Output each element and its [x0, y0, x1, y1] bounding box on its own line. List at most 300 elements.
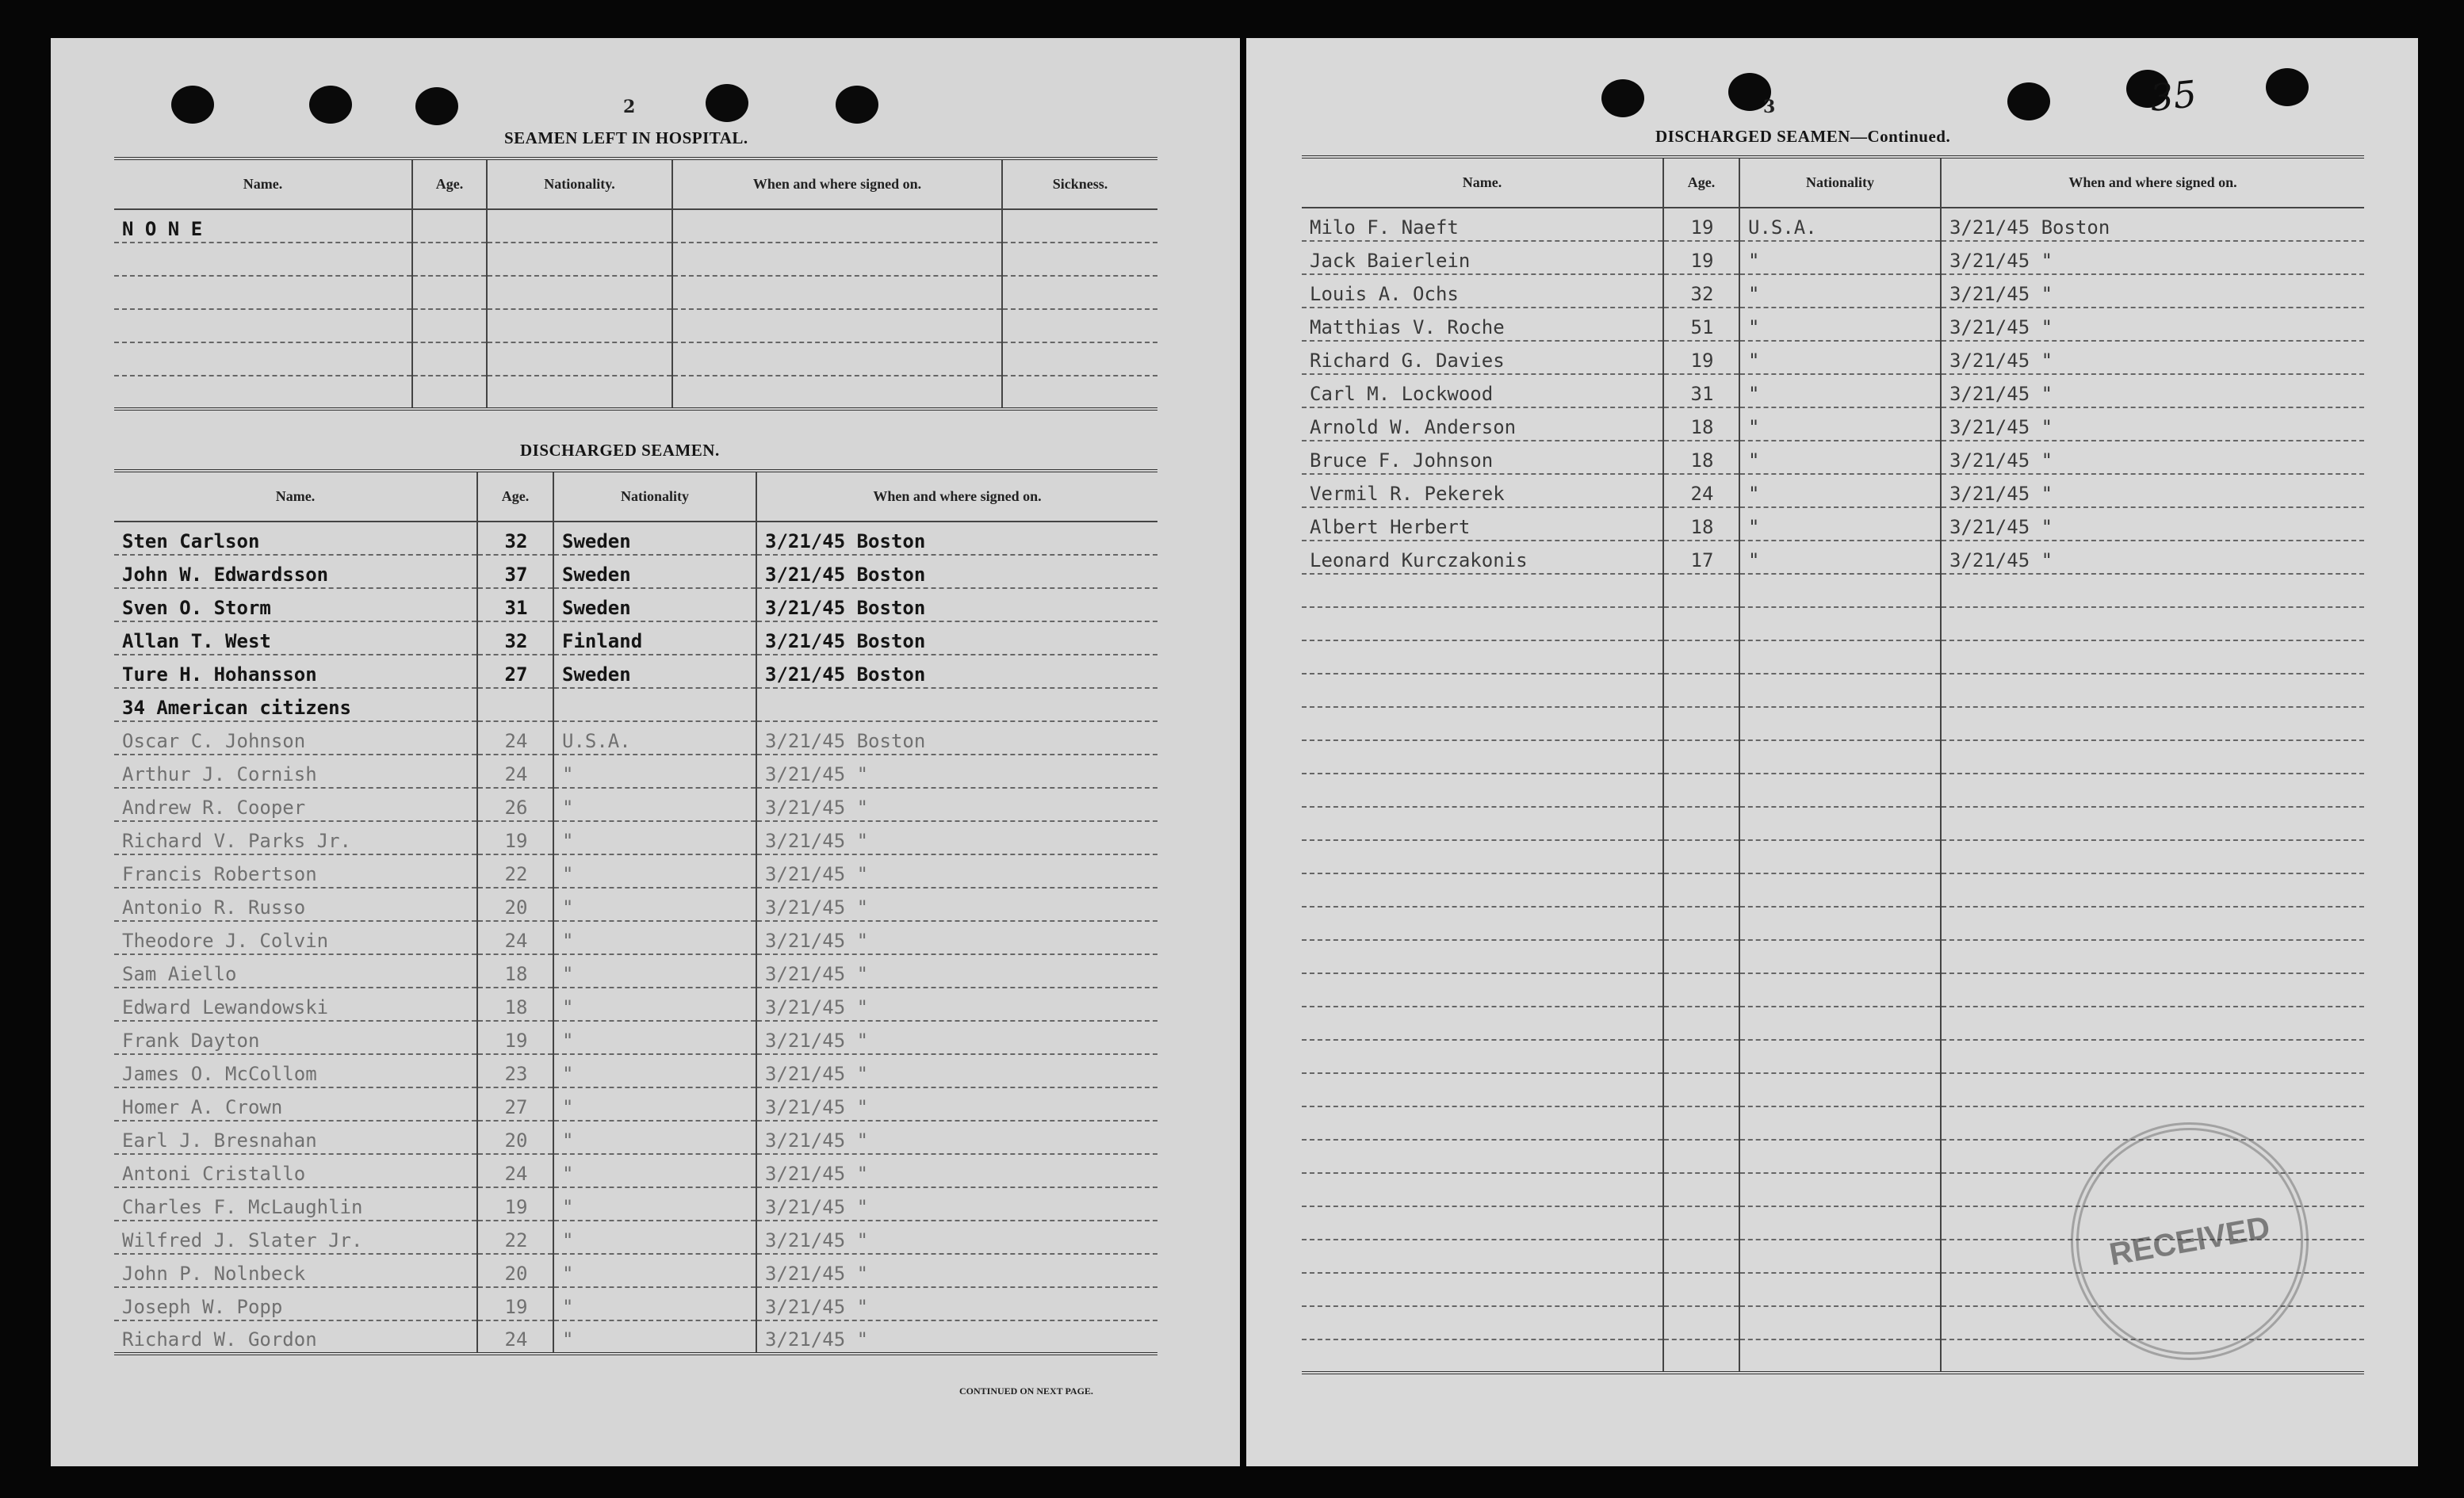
table-row [114, 588, 1157, 621]
table-cell: Richard V. Parks Jr. [114, 821, 477, 854]
table-cell [1663, 640, 1739, 674]
table-cell [412, 243, 487, 276]
table-cell [1002, 209, 1157, 243]
table-row [114, 655, 1157, 688]
table-cell: 31 [477, 588, 553, 621]
column-header: When and where signed on. [1941, 157, 2364, 208]
table-cell [412, 376, 487, 409]
table-cell: 3/21/45 Boston [756, 555, 1157, 588]
table-cell [1302, 973, 1663, 1007]
table-cell: Theodore J. Colvin [114, 921, 477, 954]
table-cell: " [1739, 274, 1941, 308]
table-cell [1302, 1007, 1663, 1040]
table-row [114, 276, 1157, 309]
table-cell: John P. Nolnbeck [114, 1254, 477, 1287]
table-row [1302, 774, 2364, 807]
table-cell: Sweden [553, 588, 756, 621]
table-cell: Albert Herbert [1302, 507, 1663, 541]
table-cell: 3/21/45 " [756, 1054, 1157, 1087]
table-cell [1663, 740, 1739, 774]
table-cell [672, 309, 1002, 342]
table-row [1302, 241, 2364, 274]
table-cell: Andrew R. Cooper [114, 788, 477, 821]
table-cell [1663, 574, 1739, 607]
column-header: Name. [114, 159, 412, 209]
table-cell: Vermil R. Pekerek [1302, 474, 1663, 507]
table-cell [1941, 1007, 2364, 1040]
hospital-table [114, 157, 1157, 411]
table-cell: 24 [477, 755, 553, 788]
table-cell: Arthur J. Cornish [114, 755, 477, 788]
table-cell: 3/21/45 " [756, 1021, 1157, 1054]
table-cell [1941, 807, 2364, 840]
table-cell [1663, 1339, 1739, 1373]
table-cell: 3/21/45 " [756, 1154, 1157, 1187]
table-cell: 3/21/45 " [756, 1187, 1157, 1221]
table-cell: " [553, 1121, 756, 1154]
table-cell: " [553, 1187, 756, 1221]
continued-note: CONTINUED ON NEXT PAGE. [959, 1385, 1093, 1397]
table-row [1302, 807, 2364, 840]
table-cell [1663, 940, 1739, 973]
column-header: When and where signed on. [672, 159, 1002, 209]
table-cell: 3/21/45 " [756, 1320, 1157, 1354]
table-cell [1739, 1140, 1941, 1173]
table-row [1302, 873, 2364, 907]
table-cell: 3/21/45 Boston [756, 621, 1157, 655]
table-cell [1941, 574, 2364, 607]
table-cell: " [553, 854, 756, 888]
table-row [114, 821, 1157, 854]
table-cell [1302, 774, 1663, 807]
table-cell: Carl M. Lockwood [1302, 374, 1663, 407]
table-row [114, 921, 1157, 954]
table-cell: 24 [477, 921, 553, 954]
table-cell: Homer A. Crown [114, 1087, 477, 1121]
table-cell: 3/21/45 " [1941, 374, 2364, 407]
table-cell: 18 [1663, 407, 1739, 441]
table-cell: " [553, 921, 756, 954]
right-page [1246, 38, 2418, 1466]
table-cell: 19 [1663, 241, 1739, 274]
table-row [1302, 441, 2364, 474]
table-cell: " [553, 1221, 756, 1254]
table-cell [672, 243, 1002, 276]
table-cell: Richard W. Gordon [114, 1320, 477, 1354]
discharged-table [114, 469, 1157, 1355]
table-row [1302, 1073, 2364, 1106]
binder-hole-10 [2266, 68, 2309, 106]
table-row [1302, 541, 2364, 574]
table-row [114, 376, 1157, 409]
table-cell: John W. Edwardsson [114, 555, 477, 588]
table-cell [1663, 907, 1739, 940]
table-row [114, 1254, 1157, 1287]
table-cell: 3/21/45 Boston [756, 588, 1157, 621]
table-row [1302, 740, 2364, 774]
table-row [114, 522, 1157, 555]
table-cell [1302, 940, 1663, 973]
table-cell [1302, 1339, 1663, 1373]
table-cell [1941, 674, 2364, 707]
table-row [114, 555, 1157, 588]
table-cell [1002, 376, 1157, 409]
table-cell: Francis Robertson [114, 854, 477, 888]
table-cell [412, 309, 487, 342]
table-cell: " [553, 954, 756, 988]
table-cell: 3/21/45 " [1941, 407, 2364, 441]
table-cell [114, 342, 412, 376]
table-cell [1739, 1073, 1941, 1106]
table-row [1302, 274, 2364, 308]
table-row [1302, 507, 2364, 541]
table-cell: 18 [1663, 441, 1739, 474]
table-row [114, 1121, 1157, 1154]
table-cell: " [1739, 541, 1941, 574]
table-cell: James O. McCollom [114, 1054, 477, 1087]
table-row [1302, 607, 2364, 640]
table-cell: Sweden [553, 522, 756, 555]
table-cell [1739, 873, 1941, 907]
table-cell: Finland [553, 621, 756, 655]
table-cell: N O N E [114, 209, 412, 243]
table-cell: " [1739, 507, 1941, 541]
table-cell [412, 276, 487, 309]
table-cell [1739, 1173, 1941, 1206]
binder-hole-1 [171, 86, 214, 124]
table-cell: 22 [477, 854, 553, 888]
table-cell [1302, 1073, 1663, 1106]
binder-hole-3 [415, 87, 458, 125]
table-cell: 3/21/45 " [756, 954, 1157, 988]
table-cell [1663, 1007, 1739, 1040]
table-row [114, 1054, 1157, 1087]
table-cell: 23 [477, 1054, 553, 1087]
table-cell [1739, 840, 1941, 873]
table-cell: Richard G. Davies [1302, 341, 1663, 374]
table-cell [756, 688, 1157, 721]
table-cell [1739, 707, 1941, 740]
stamp-text: RECEIVED [2106, 1209, 2273, 1273]
table-cell: Arnold W. Anderson [1302, 407, 1663, 441]
table-cell: U.S.A. [1739, 208, 1941, 241]
table-cell: " [553, 755, 756, 788]
table-cell: U.S.A. [553, 721, 756, 755]
table-cell: 24 [1663, 474, 1739, 507]
column-header: Name. [114, 471, 477, 522]
table-cell: " [553, 1054, 756, 1087]
table-cell [477, 688, 553, 721]
table-cell: 3/21/45 " [756, 1087, 1157, 1121]
table-cell [1739, 1339, 1941, 1373]
table-cell [1941, 640, 2364, 674]
table-cell: 27 [477, 1087, 553, 1121]
table-cell [1302, 740, 1663, 774]
table-cell: 19 [477, 1287, 553, 1320]
table-cell: Sam Aiello [114, 954, 477, 988]
table-cell: 37 [477, 555, 553, 588]
table-cell: 19 [477, 1021, 553, 1054]
table-row [1302, 1040, 2364, 1073]
table-cell [1302, 1240, 1663, 1273]
table-cell [1739, 574, 1941, 607]
table-cell: 32 [477, 522, 553, 555]
table-cell: " [553, 1287, 756, 1320]
table-cell [672, 209, 1002, 243]
table-cell: " [1739, 241, 1941, 274]
table-cell: Sweden [553, 655, 756, 688]
table-row [114, 1287, 1157, 1320]
table-cell [672, 342, 1002, 376]
table-cell: 3/21/45 " [1941, 507, 2364, 541]
table-cell [1663, 1040, 1739, 1073]
table-cell [1302, 1173, 1663, 1206]
hospital-section-title: SEAMEN LEFT IN HOSPITAL. [504, 128, 748, 147]
table-cell: 20 [477, 1254, 553, 1287]
table-cell: 3/21/45 Boston [756, 522, 1157, 555]
table-cell: 20 [477, 888, 553, 921]
table-cell [1739, 1106, 1941, 1140]
table-cell [487, 243, 672, 276]
table-cell: " [553, 988, 756, 1021]
table-cell: 3/21/45 Boston [756, 721, 1157, 755]
table-cell [1739, 1273, 1941, 1306]
table-cell: 18 [477, 988, 553, 1021]
table-cell: 24 [477, 721, 553, 755]
table-row [1302, 907, 2364, 940]
table-cell: " [553, 1320, 756, 1354]
table-cell: Milo F. Naeft [1302, 208, 1663, 241]
table-cell: Jack Baierlein [1302, 241, 1663, 274]
table-cell: Allan T. West [114, 621, 477, 655]
table-cell [412, 209, 487, 243]
table-cell: 3/21/45 " [756, 1221, 1157, 1254]
table-cell [1302, 1106, 1663, 1140]
column-header: Age. [412, 159, 487, 209]
column-header: Age. [477, 471, 553, 522]
table-cell [1302, 674, 1663, 707]
table-row [114, 688, 1157, 721]
table-cell: 32 [1663, 274, 1739, 308]
table-row [114, 1187, 1157, 1221]
table-cell [412, 342, 487, 376]
table-row [114, 854, 1157, 888]
binder-hole-8 [2007, 82, 2050, 120]
table-cell [1739, 907, 1941, 940]
table-cell [1302, 1040, 1663, 1073]
table-cell: 3/21/45 " [756, 821, 1157, 854]
table-cell [1663, 674, 1739, 707]
table-cell: 3/21/45 Boston [756, 655, 1157, 688]
table-cell: Joseph W. Popp [114, 1287, 477, 1320]
table-cell: " [1739, 407, 1941, 441]
table-row [114, 788, 1157, 821]
binder-hole-4 [706, 84, 748, 122]
table-row [114, 954, 1157, 988]
column-header: Sickness. [1002, 159, 1157, 209]
table-cell [1663, 607, 1739, 640]
table-cell [1739, 740, 1941, 774]
table-cell: 3/21/45 " [1941, 241, 2364, 274]
table-row [114, 1021, 1157, 1054]
table-cell: " [553, 1154, 756, 1187]
table-row [1302, 1007, 2364, 1040]
table-cell [1739, 940, 1941, 973]
table-cell [1002, 309, 1157, 342]
table-cell: 22 [477, 1221, 553, 1254]
table-cell: 24 [477, 1154, 553, 1187]
table-cell: 32 [477, 621, 553, 655]
table-cell [1739, 640, 1941, 674]
table-cell [114, 276, 412, 309]
table-cell: 3/21/45 " [1941, 541, 2364, 574]
table-row [1302, 308, 2364, 341]
table-cell: 34 American citizens [114, 688, 477, 721]
table-cell: Matthias V. Roche [1302, 308, 1663, 341]
column-header: Age. [1663, 157, 1739, 208]
table-cell: Leonard Kurczakonis [1302, 541, 1663, 574]
table-cell: Edward Lewandowski [114, 988, 477, 1021]
page-number: 3 [1763, 97, 1776, 117]
table-cell: 3/21/45 " [1941, 308, 2364, 341]
table-cell: 19 [477, 1187, 553, 1221]
table-cell [1941, 940, 2364, 973]
table-row [114, 1221, 1157, 1254]
table-row [1302, 674, 2364, 707]
table-row [114, 209, 1157, 243]
table-row [114, 1320, 1157, 1354]
table-row [114, 1154, 1157, 1187]
table-cell [1941, 873, 2364, 907]
table-cell: " [553, 821, 756, 854]
table-cell [1663, 873, 1739, 907]
table-cell [1941, 973, 2364, 1007]
table-cell [1941, 1073, 2364, 1106]
table-cell: 3/21/45 " [756, 1287, 1157, 1320]
table-cell: " [553, 888, 756, 921]
column-header: When and where signed on. [756, 471, 1157, 522]
table-row [114, 888, 1157, 921]
table-cell [1739, 1240, 1941, 1273]
table-cell: 3/21/45 Boston [1941, 208, 2364, 241]
table-cell: 31 [1663, 374, 1739, 407]
table-row [1302, 474, 2364, 507]
binder-hole-2 [309, 86, 352, 124]
table-row [114, 243, 1157, 276]
column-header: Nationality [553, 471, 756, 522]
table-cell: 26 [477, 788, 553, 821]
table-cell [1739, 774, 1941, 807]
table-cell: Sweden [553, 555, 756, 588]
table-cell: Antoni Cristallo [114, 1154, 477, 1187]
table-cell: 51 [1663, 308, 1739, 341]
table-cell [1663, 1306, 1739, 1339]
table-cell: 3/21/45 " [1941, 341, 2364, 374]
column-header: Name. [1302, 157, 1663, 208]
table-cell: 19 [1663, 208, 1739, 241]
table-cell [1941, 774, 2364, 807]
table-cell [487, 209, 672, 243]
table-row [1302, 341, 2364, 374]
table-cell: 3/21/45 " [756, 888, 1157, 921]
table-cell [672, 276, 1002, 309]
table-cell [1302, 840, 1663, 873]
table-cell [1663, 973, 1739, 1007]
table-row [1302, 208, 2364, 241]
table-cell: 3/21/45 " [756, 988, 1157, 1021]
table-row [114, 721, 1157, 755]
table-row [114, 1087, 1157, 1121]
table-cell: Earl J. Bresnahan [114, 1121, 477, 1154]
table-cell: 19 [1663, 341, 1739, 374]
table-cell [1663, 1140, 1739, 1173]
table-cell: " [1739, 441, 1941, 474]
table-cell [1302, 907, 1663, 940]
table-cell: 3/21/45 " [1941, 474, 2364, 507]
table-cell: Bruce F. Johnson [1302, 441, 1663, 474]
table-cell [553, 688, 756, 721]
table-cell [1663, 1173, 1739, 1206]
table-cell: 17 [1663, 541, 1739, 574]
table-cell: Charles F. McLaughlin [114, 1187, 477, 1221]
table-cell [1302, 574, 1663, 607]
discharged-continued-title: DISCHARGED SEAMEN—Continued. [1655, 127, 1951, 146]
table-cell [1663, 1206, 1739, 1240]
table-cell: " [1739, 341, 1941, 374]
table-cell: 3/21/45 " [1941, 441, 2364, 474]
table-cell: " [1739, 474, 1941, 507]
table-cell [1663, 807, 1739, 840]
table-cell: 18 [477, 954, 553, 988]
table-cell [1302, 873, 1663, 907]
table-cell [114, 309, 412, 342]
table-cell [1302, 1273, 1663, 1306]
table-cell [1002, 276, 1157, 309]
table-cell: 3/21/45 " [756, 1121, 1157, 1154]
table-cell [1663, 840, 1739, 873]
table-row [114, 988, 1157, 1021]
table-cell [1302, 1140, 1663, 1173]
column-header: Nationality. [487, 159, 672, 209]
table-cell [1302, 640, 1663, 674]
table-cell: " [1739, 308, 1941, 341]
table-cell: Frank Dayton [114, 1021, 477, 1054]
table-cell: 19 [477, 821, 553, 854]
table-row [1302, 640, 2364, 674]
table-cell [1302, 807, 1663, 840]
page-number: 2 [623, 97, 636, 117]
handwritten-page-number: 35 [2148, 72, 2199, 120]
table-cell: " [1739, 374, 1941, 407]
table-cell [1941, 707, 2364, 740]
table-cell [1739, 674, 1941, 707]
table-cell: 3/21/45 " [756, 921, 1157, 954]
table-cell [1739, 807, 1941, 840]
table-cell [1739, 973, 1941, 1007]
table-cell: 3/21/45 " [756, 755, 1157, 788]
table-cell [1941, 740, 2364, 774]
table-cell [1941, 607, 2364, 640]
table-cell [1941, 1040, 2364, 1073]
table-row [1302, 374, 2364, 407]
table-cell [1663, 1240, 1739, 1273]
table-cell [1739, 1306, 1941, 1339]
table-cell: Louis A. Ochs [1302, 274, 1663, 308]
table-row [1302, 940, 2364, 973]
table-row [114, 621, 1157, 655]
table-cell [487, 342, 672, 376]
table-row [1302, 973, 2364, 1007]
